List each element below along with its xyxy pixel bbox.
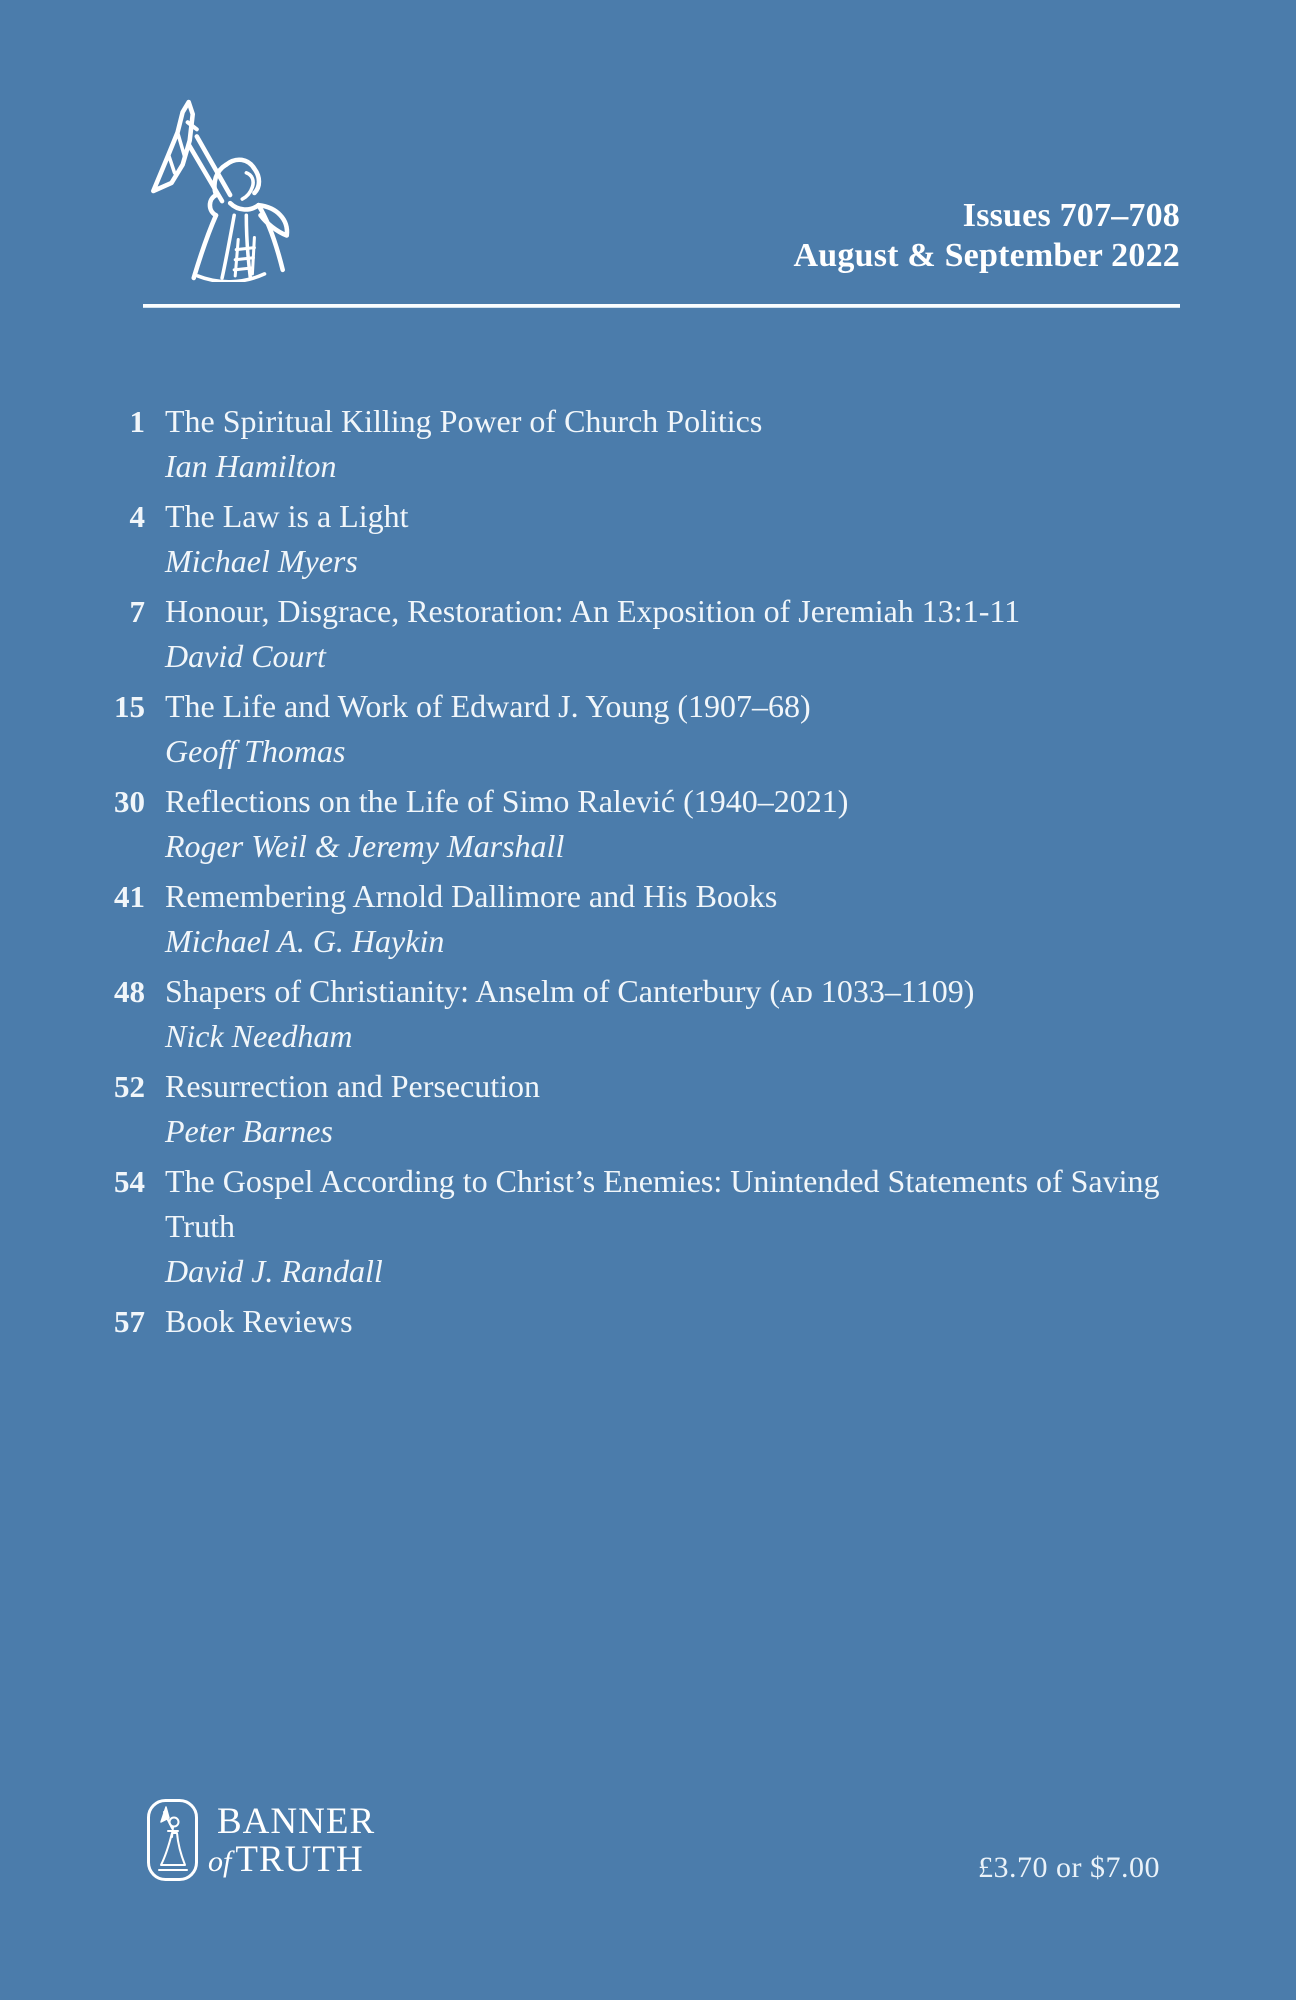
toc-title: The Life and Work of Edward J. Young (1907–68) [165,688,811,724]
toc-author: Roger Weil & Jeremy Marshall [165,828,565,864]
toc-title: The Gospel According to Christ’s Enemies: Unintended Statements of Saving Truth [165,1163,1160,1244]
toc-title: Honour, Disgrace, Restoration: An Exposition of Jeremiah 13:1-11 [165,593,1021,629]
toc-page-number: 30 [114,784,145,819]
toc-entry [99,874,1184,964]
toc-title: Shapers of Christianity: Anselm of Canterbury (ᴀᴅ 1033–1109) [165,973,975,1009]
publisher-truth: TRUTH [235,1839,364,1880]
toc-page-number: 15 [114,689,145,724]
toc-author: Nick Needham [165,1018,353,1054]
toc-entry [99,969,1184,1059]
banner-figure-logo-icon [141,98,293,282]
toc-entry [99,1159,1184,1294]
toc-author: Ian Hamilton [165,448,337,484]
toc-page-number: 1 [129,404,145,439]
toc-entry [99,1299,1184,1344]
toc-page-number: 48 [114,974,145,1009]
toc-title: Book Reviews [165,1303,353,1339]
toc-page-number: 54 [114,1164,145,1199]
publisher-wordmark [208,1801,376,1880]
banner-figure-art [141,98,293,282]
toc-entry [99,399,1184,489]
toc-author: Peter Barnes [165,1113,333,1149]
toc-entry [99,589,1184,679]
toc-entry [99,1064,1184,1154]
toc-page-number: 41 [114,879,145,914]
toc-author: Geoff Thomas [165,733,346,769]
toc-title: The Law is a Light [165,498,409,534]
issue-date: August & September 2022 [793,237,1180,274]
toc-page-number: 52 [114,1069,145,1104]
publisher-of: of [208,1845,232,1878]
toc-page-number: 4 [129,499,145,534]
toc-entry [99,494,1184,584]
toc-page-number: 7 [129,594,145,629]
toc-entry [99,684,1184,774]
header-divider [143,304,1180,308]
publisher-name-line1: BANNER [217,1801,376,1842]
toc-title: Remembering Arnold Dallimore and His Books [165,878,778,914]
banner-of-truth-badge-icon [145,1797,200,1883]
publisher-name-line2 [208,1841,375,1880]
price-label: £3.70 or $7.00 [978,1851,1160,1884]
table-of-contents [99,399,1184,1349]
issue-numbers: Issues 707–708 [962,197,1180,234]
toc-author: David J. Randall [165,1253,383,1289]
toc-author: David Court [165,638,326,674]
issue-header [794,196,1180,276]
toc-page-number: 57 [114,1304,145,1339]
toc-title: Resurrection and Persecution [165,1068,540,1104]
toc-author: Michael A. G. Haykin [165,923,445,959]
publisher-logo [145,1797,375,1883]
toc-author: Michael Myers [165,543,358,579]
toc-entry [99,779,1184,869]
toc-title: The Spiritual Killing Power of Church Politics [165,403,763,439]
toc-title: Reflections on the Life of Simo Ralević (1940–2021) [165,783,849,819]
